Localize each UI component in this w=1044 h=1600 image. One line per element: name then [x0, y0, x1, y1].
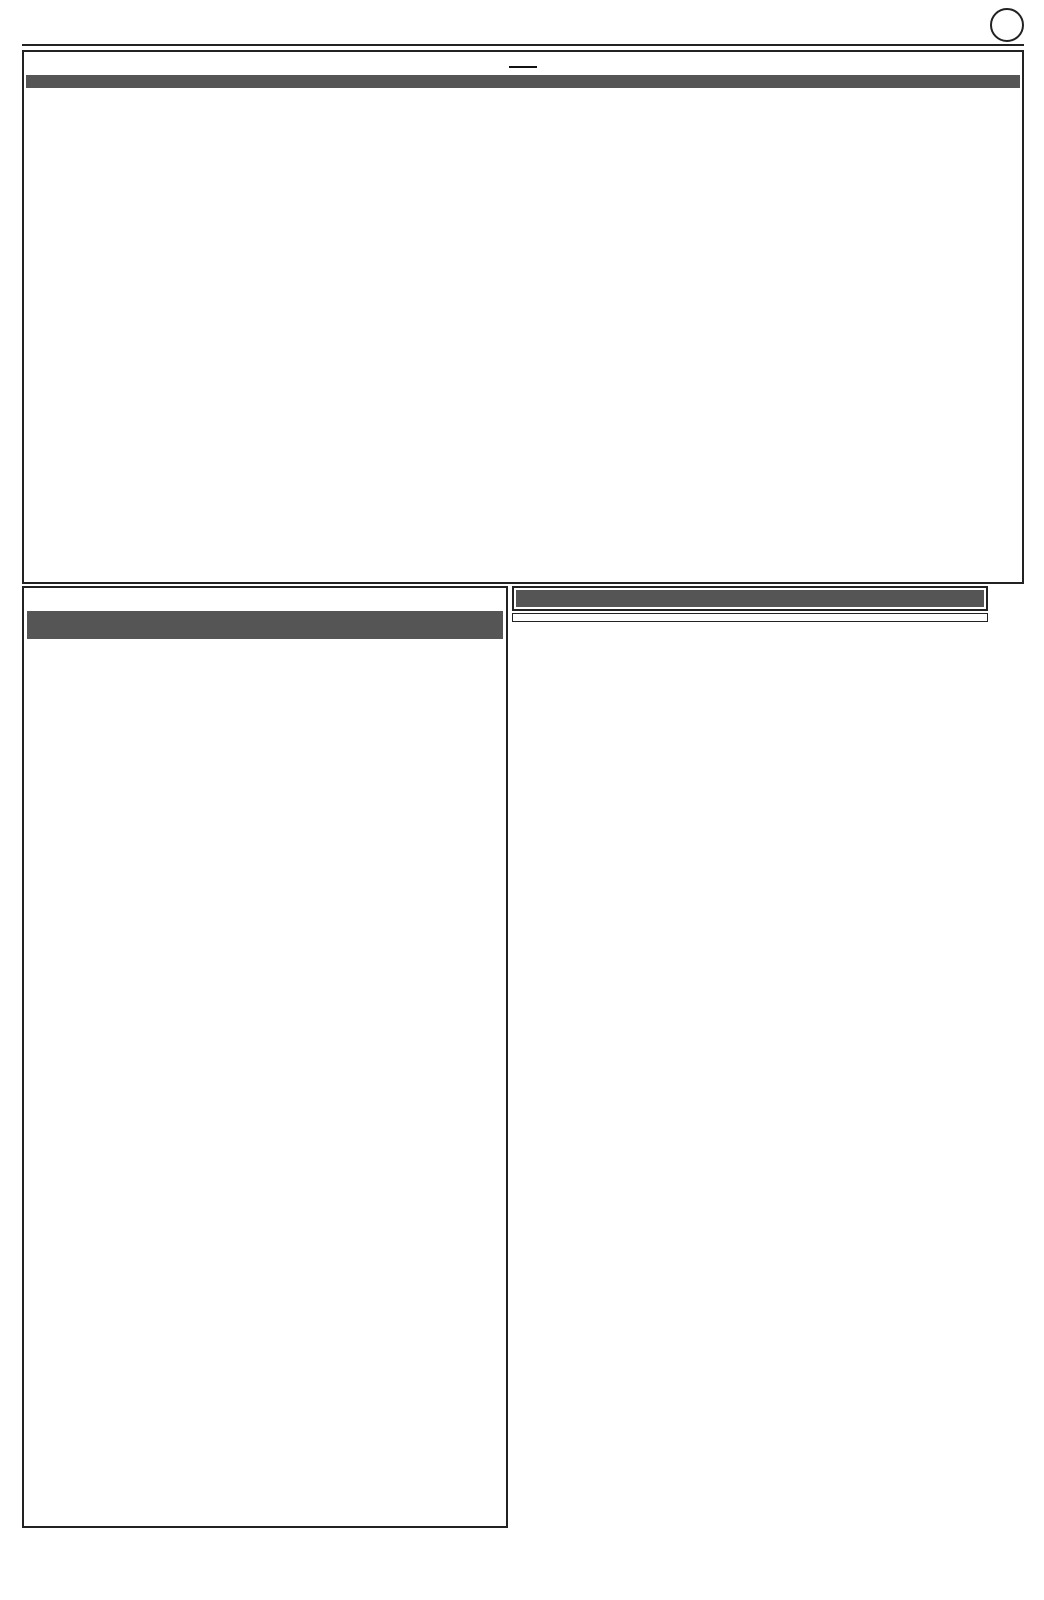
- table-cell: [575, 606, 639, 607]
- table-cell: [81, 87, 211, 88]
- bachelor-schedule: [22, 50, 1024, 584]
- master-schedule: [22, 586, 508, 1528]
- page-number: [990, 8, 1024, 42]
- master-table-left: [27, 611, 503, 639]
- table-row: [27, 87, 1020, 88]
- bachelor-title: [509, 66, 537, 68]
- master-schedule-continued: [512, 586, 988, 1528]
- table-cell: [27, 87, 81, 88]
- table-cell: [144, 638, 503, 639]
- table-row: [517, 606, 984, 607]
- table-cell: [28, 638, 84, 639]
- master-table-right: [516, 590, 984, 607]
- table-cell: [639, 606, 984, 607]
- table-cell: [368, 87, 478, 88]
- table-cell: [478, 87, 820, 88]
- table-cell: [820, 87, 1020, 88]
- table-row: [28, 638, 503, 639]
- bachelor-table: [26, 75, 1020, 88]
- table-cell: [211, 87, 368, 88]
- table-cell: [517, 606, 575, 607]
- special-notice: [512, 613, 988, 622]
- masthead: [22, 6, 1024, 46]
- table-cell: [84, 638, 144, 639]
